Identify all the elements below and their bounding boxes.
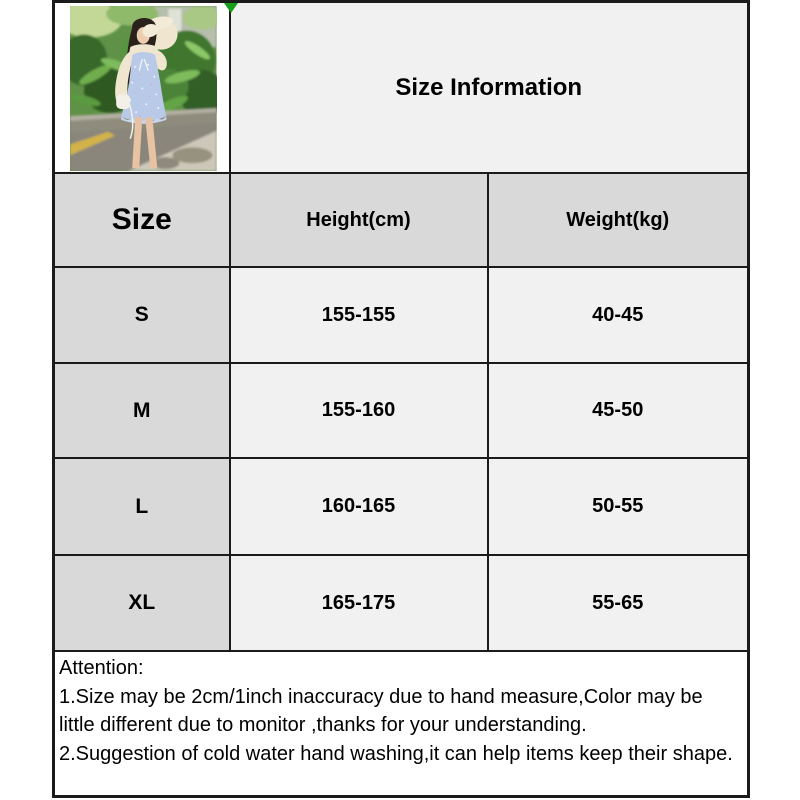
product-photo-cell (54, 2, 230, 174)
height-value: 160-165 (230, 458, 488, 555)
size-label: L (54, 458, 230, 555)
weight-value: 55-65 (488, 555, 749, 651)
height-value: 155-155 (230, 267, 488, 363)
attention-note-2: 2.Suggestion of cold water hand washing,it can help items keep their shape. (59, 742, 733, 765)
size-label: S (54, 267, 230, 363)
size-label: XL (54, 555, 230, 651)
column-header-size: Size (54, 173, 230, 267)
height-value: 165-175 (230, 555, 488, 651)
attention-note (54, 651, 749, 796)
weight-value: 45-50 (488, 363, 749, 458)
weight-value: 40-45 (488, 267, 749, 363)
table-header-row (54, 173, 749, 267)
height-value: 155-160 (230, 363, 488, 458)
table-row-s (54, 267, 749, 363)
title-cell (230, 2, 749, 174)
page-title: Size Information (395, 73, 583, 101)
table-row-m (54, 363, 749, 458)
size-label: M (54, 363, 230, 458)
table-row-xl (54, 555, 749, 651)
size-information-table (52, 0, 750, 798)
green-corner-marker (224, 3, 238, 13)
attention-note-1: 1.Size may be 2cm/1inch inaccuracy due to hand measure,Color may be little different due to monitor ,thanks for your understanding. (59, 685, 703, 736)
attention-title: Attention: (59, 657, 144, 679)
table-row-l (54, 458, 749, 555)
product-photo (70, 6, 217, 171)
column-header-height: Height(cm) (230, 173, 488, 267)
table-row-attention (54, 651, 749, 796)
table-row-top (54, 2, 749, 174)
column-header-weight: Weight(kg) (488, 173, 749, 267)
weight-value: 50-55 (488, 458, 749, 555)
